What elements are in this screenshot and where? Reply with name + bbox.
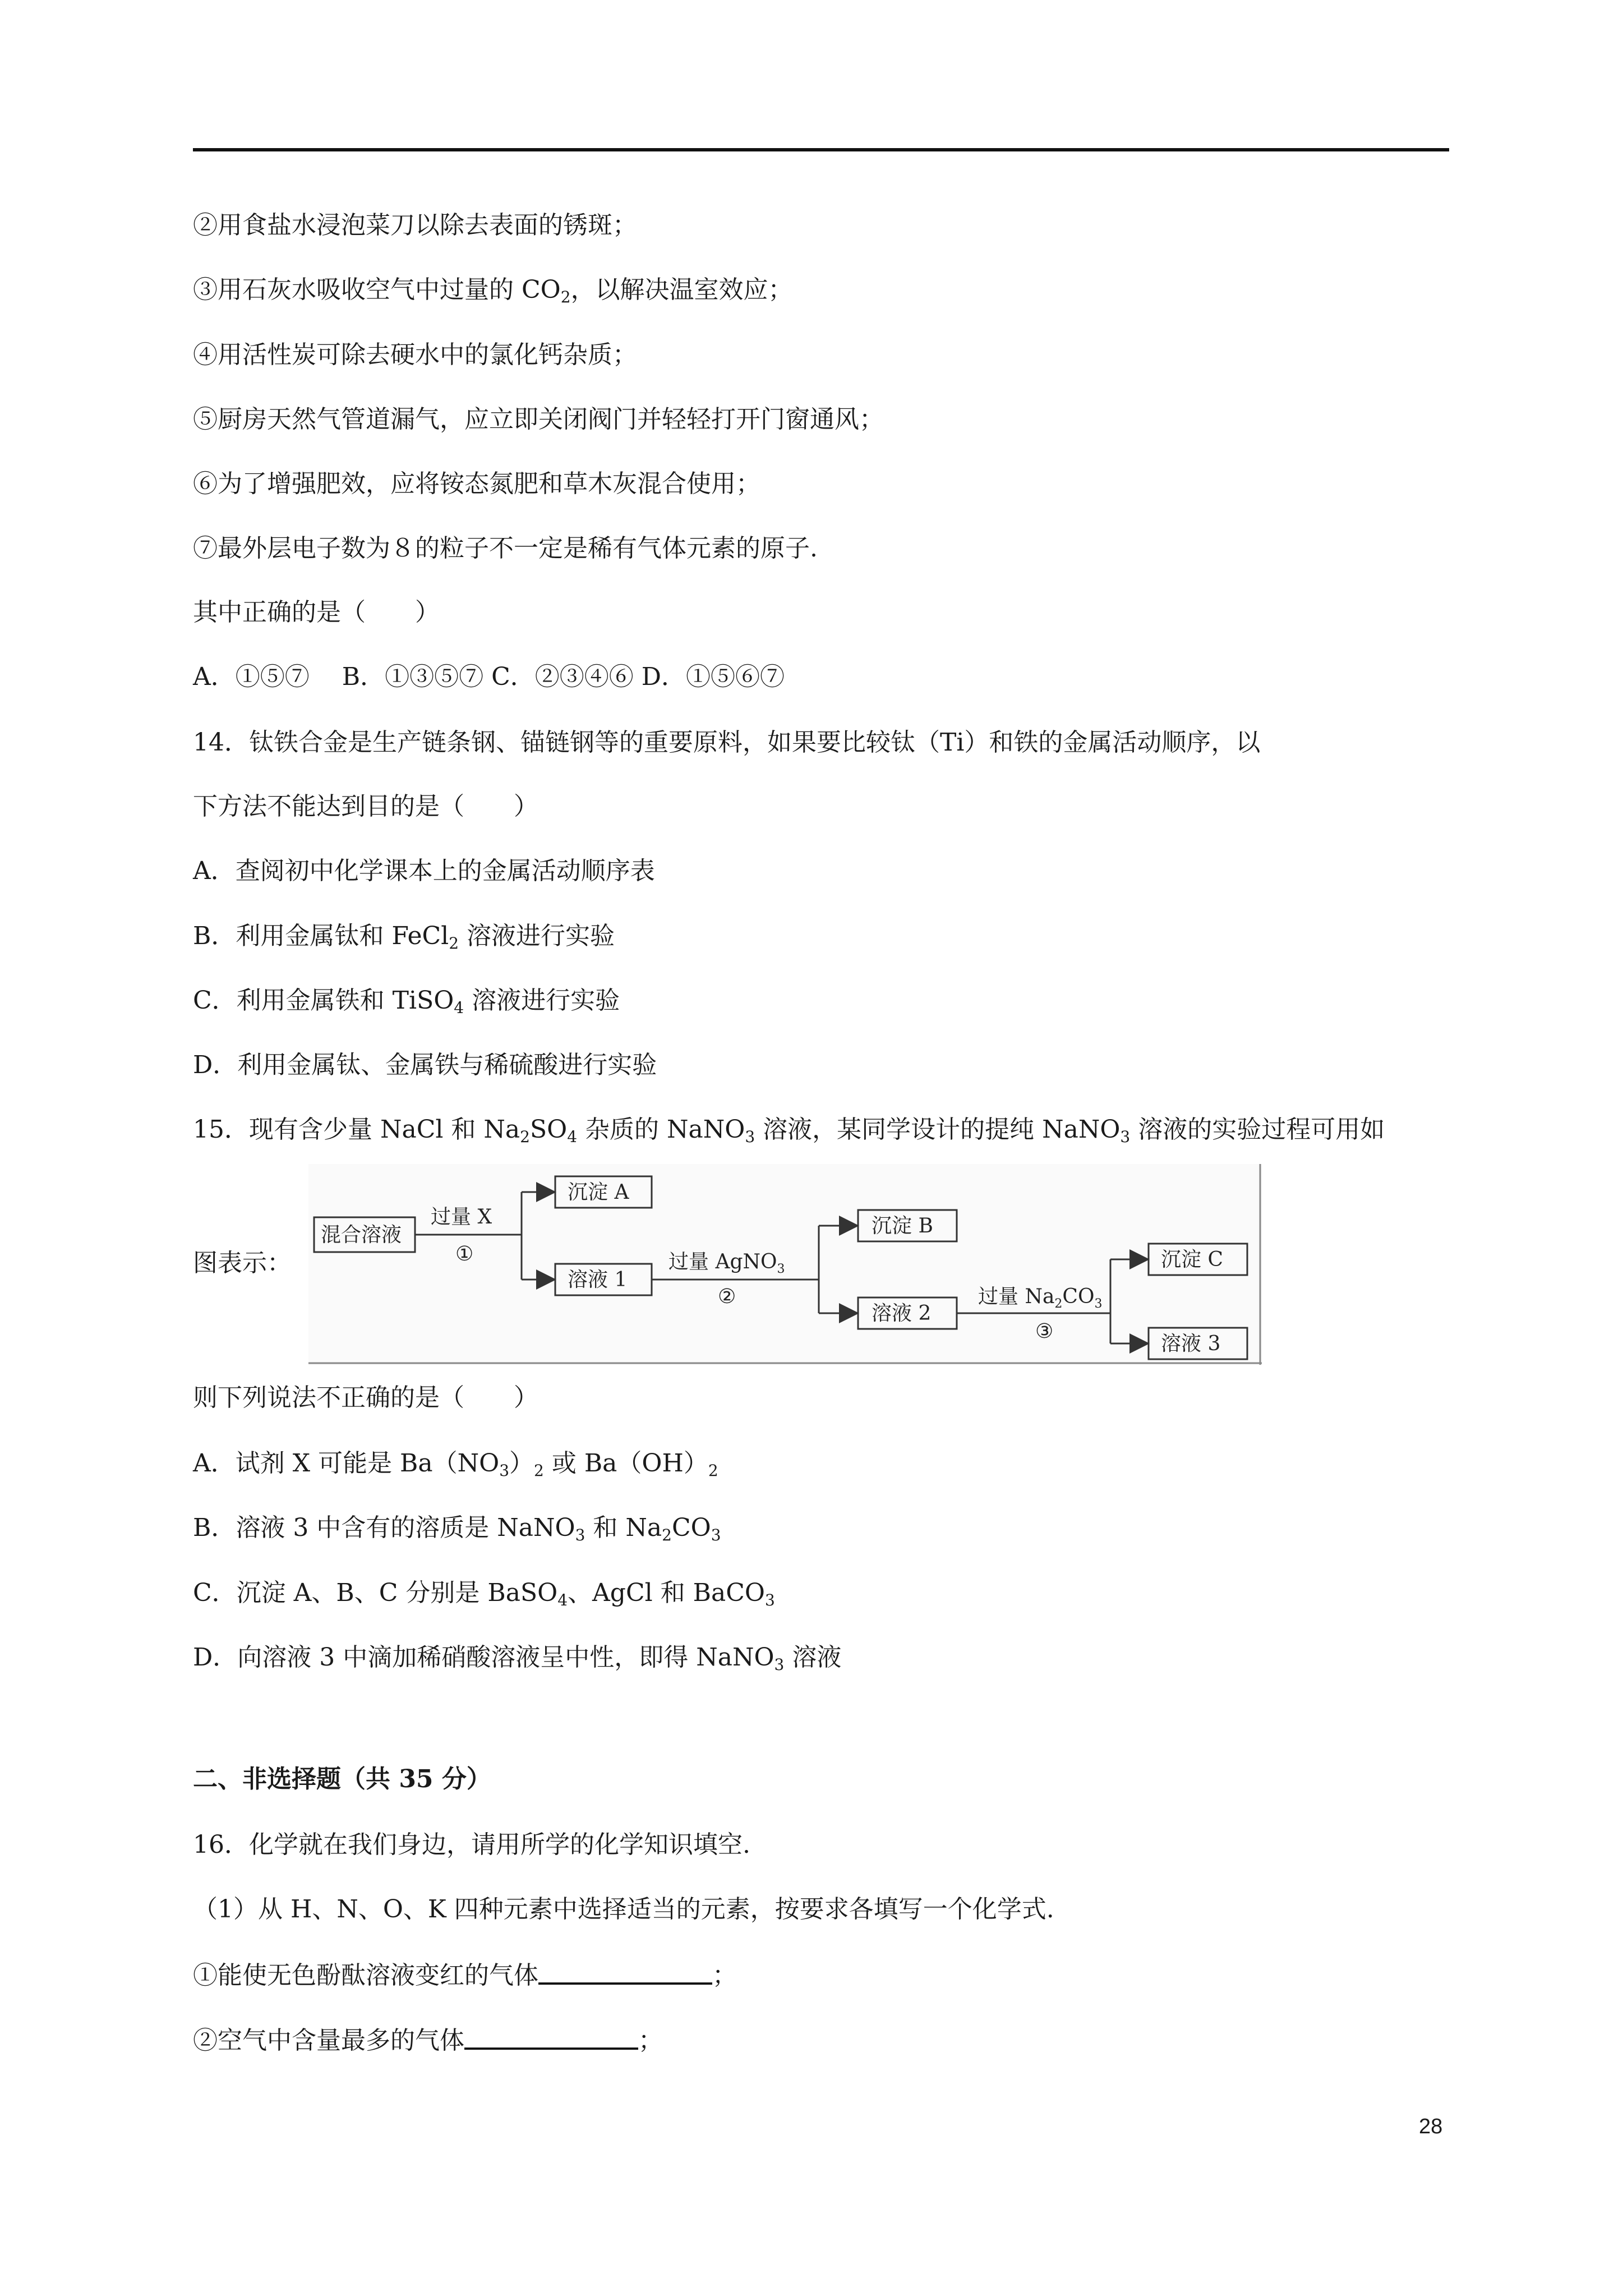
- q13-options: A．①⑤⑦ B．①③⑤⑦ C．②③④⑥ D．①⑤⑥⑦: [193, 662, 785, 691]
- label-step1-reagent: 过量 X: [431, 1205, 492, 1228]
- q16-part1: （1）从 H、N、O、K 四种元素中选择适当的元素，按要求各填写一个化学式.: [193, 1895, 1054, 1924]
- statement-5: ⑤厨房天然气管道漏气，应立即关闭阀门并轻轻打开门窗通风；: [193, 405, 884, 434]
- q14-option-c: C．利用金属铁和 TiSO$_4$ 溶液进行实验: [193, 986, 620, 1017]
- section-2-title: 二、非选择题（共 35 分）: [193, 1765, 491, 1793]
- q15-stem: 15．现有含少量 NaCl 和 $Na_2SO_4$ 杂质的 NaNO$_3$ 溶液，某同学设计的提纯 NaNO$_3$ 溶液的实验过程可用如: [193, 1115, 1385, 1146]
- statement-7: ⑦最外层电子数为８的粒子不一定是稀有气体元素的原子.: [193, 534, 818, 563]
- q14-stem-line2: 下方法不能达到目的是（ ）: [193, 792, 538, 821]
- answer-blank-2[interactable]: [464, 2023, 638, 2050]
- label-precip-a: 沉淀 A: [568, 1181, 629, 1204]
- q16-item1: ①能使无色酚酞溶液变红的气体 ；: [193, 1958, 737, 1993]
- purification-flowchart: [308, 1164, 1262, 1365]
- q15-option-a: A．试剂 X 可能是 $Ba(NO_3)_2$ 或 $Ba(OH)_2$: [193, 1449, 718, 1480]
- q14-stem-line1: 14．钛铁合金是生产链条钢、锚链钢等的重要原料，如果要比较钛（Ti）和铁的金属活动顺序，以: [193, 728, 1261, 757]
- label-solution-1: 溶液 1: [568, 1268, 628, 1291]
- header-rule: [193, 148, 1449, 151]
- q15-stem-cont: 图表示：: [193, 1249, 292, 1277]
- label-precip-c: 沉淀 C: [1161, 1248, 1223, 1271]
- q14-option-d: D．利用金属钛、金属铁与稀硫酸进行实验: [193, 1051, 657, 1079]
- q15-option-d: D．向溶液 3 中滴加稀硝酸溶液呈中性，即得 NaNO$_3$ 溶液: [193, 1643, 842, 1674]
- q16-item2: ②空气中含量最多的气体 ；: [193, 2023, 663, 2058]
- q15-option-b: B．溶液 3 中含有的溶质是 NaNO$_3$ 和 $Na_2CO_3$: [193, 1513, 721, 1544]
- label-step1-num: ①: [455, 1243, 474, 1266]
- answer-blank-1[interactable]: [538, 1958, 712, 1985]
- label-solution-3: 溶液 3: [1161, 1332, 1221, 1355]
- label-step2-num: ②: [718, 1285, 736, 1308]
- q14-option-b: B．利用金属钛和 FeCl$_2$ 溶液进行实验: [193, 922, 615, 953]
- q13-prompt: 其中正确的是（ ）: [193, 598, 440, 627]
- statement-2: ②用食盐水浸泡菜刀以除去表面的锈斑；: [193, 211, 637, 240]
- label-precip-b: 沉淀 B: [872, 1214, 933, 1237]
- q16-stem: 16．化学就在我们身边，请用所学的化学知识填空.: [193, 1830, 750, 1859]
- statement-3: ③用石灰水吸收空气中过量的 $CO_2$，以解决温室效应；: [193, 275, 793, 306]
- q15-prompt: 则下列说法不正确的是（ ）: [193, 1383, 538, 1412]
- label-step2-reagent: 过量 AgNO$_3$: [668, 1250, 785, 1276]
- label-mixed-solution: 混合溶液: [321, 1223, 402, 1246]
- label-solution-2: 溶液 2: [872, 1302, 932, 1325]
- statement-6: ⑥为了增强肥效，应将铵态氮肥和草木灰混合使用；: [193, 470, 760, 498]
- label-step3-reagent: 过量 $Na_2CO_3$: [978, 1285, 1103, 1311]
- label-step3-num: ③: [1035, 1320, 1054, 1343]
- q15-option-c: C．沉淀 A、B、C 分别是 BaSO$_4$、AgCl 和 BaCO$_3$: [193, 1579, 775, 1609]
- q14-option-a: A．查阅初中化学课本上的金属活动顺序表: [193, 857, 655, 885]
- page-number: 28: [1419, 2115, 1443, 2138]
- statement-4: ④用活性炭可除去硬水中的氯化钙杂质；: [193, 341, 637, 369]
